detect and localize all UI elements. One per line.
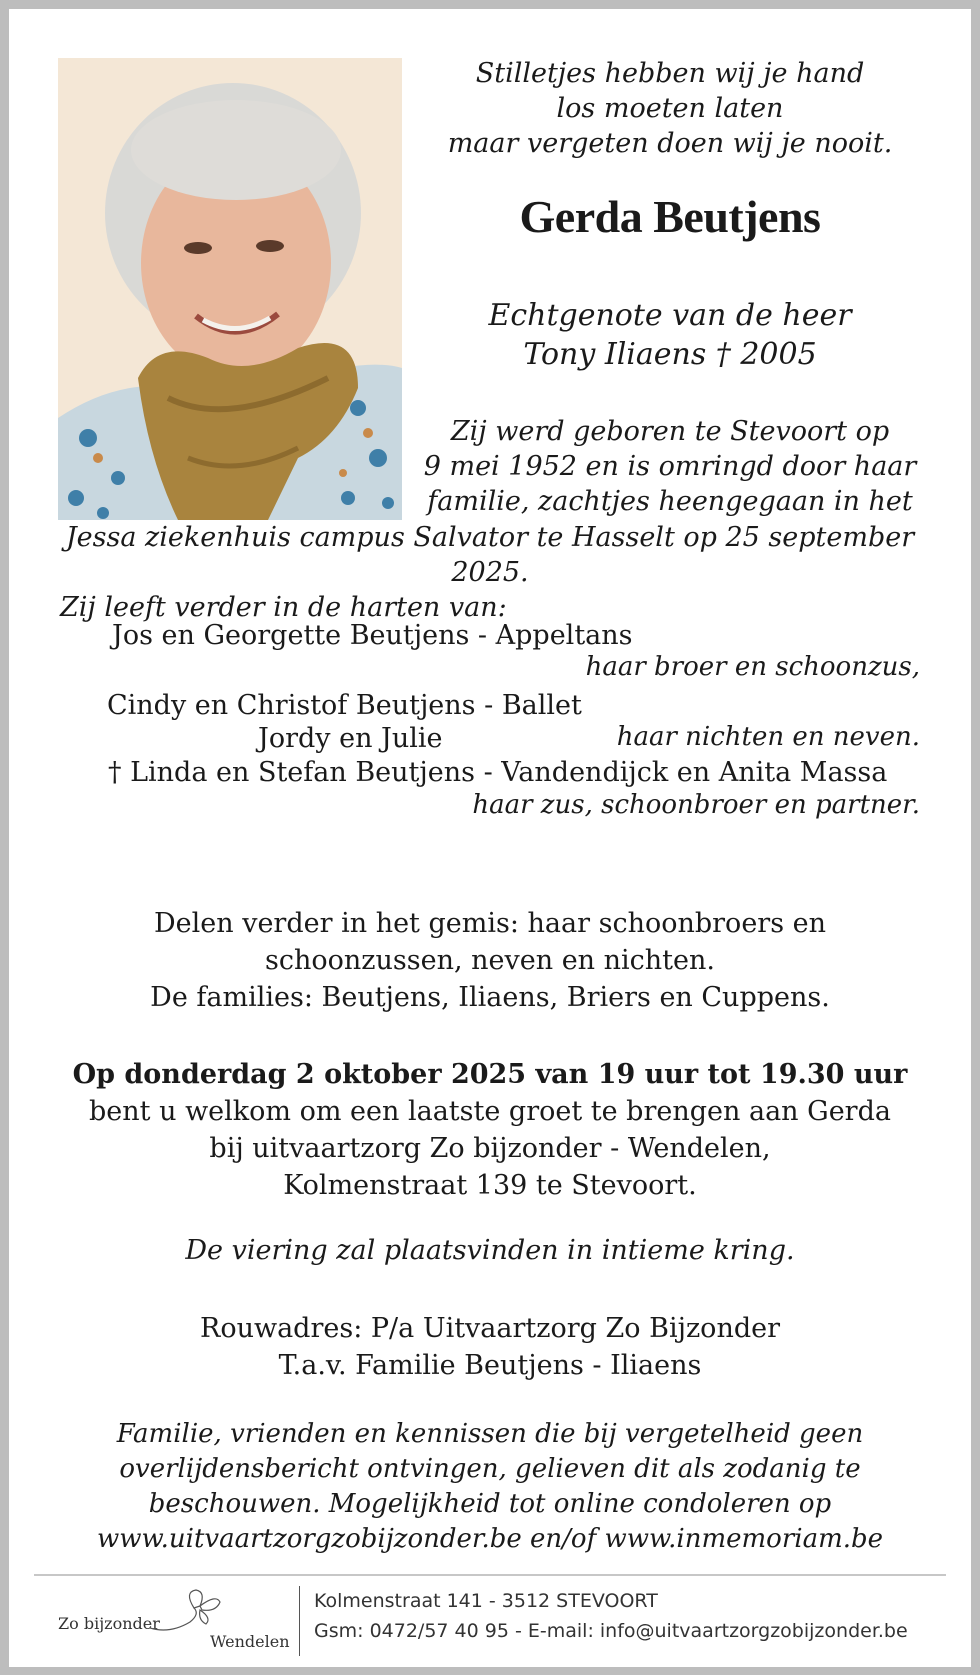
- visitation-date: Op donderdag 2 oktober 2025 van 19 uur tot 19.30 uur: [72, 1059, 908, 1090]
- address-line: T.a.v. Familie Beutjens - Iliaens: [278, 1350, 702, 1381]
- footer-address: Kolmenstraat 141 - 3512 STEVOORT: [314, 1590, 658, 1612]
- note-line: Familie, vrienden en kennissen die bij vergetelheid geen: [116, 1419, 864, 1449]
- birth-line: 9 mei 1952 en is omringd door haar: [423, 451, 917, 482]
- sharing-grief: [40, 905, 940, 1016]
- visitation-line: Kolmenstraat 139 te Stevoort.: [283, 1170, 697, 1201]
- family-member-line: † Linda en Stefan Beutjens - Vandendijck en Anita Massa: [108, 757, 888, 788]
- share-line: De families: Beutjens, Iliaens, Briers en Cuppens.: [150, 982, 830, 1013]
- family-member-line: Cindy en Christof Beutjens - Ballet: [107, 690, 582, 721]
- share-line: schoonzussen, neven en nichten.: [265, 945, 715, 976]
- poem-line: maar vergeten doen wij je nooit.: [447, 128, 893, 159]
- mourning-address: [40, 1310, 940, 1384]
- visitation-line: bij uitvaartzorg Zo bijzonder - Wendelen,: [209, 1133, 771, 1164]
- logo-text-right: Wendelen: [210, 1632, 290, 1651]
- spouse-line: Echtgenote van de heer: [488, 298, 852, 333]
- birth-line: Zij werd geboren te Stevoort op: [450, 416, 890, 447]
- visitation-info: [40, 1056, 940, 1204]
- birth-line: familie, zachtjes heengegaan in het: [427, 486, 913, 517]
- poem: [430, 56, 910, 161]
- death-place-line: Jessa ziekenhuis campus Salvator te Hasselt op 25 september 2025.: [65, 522, 915, 588]
- share-line: Delen verder in het gemis: haar schoonbroers en: [153, 908, 827, 939]
- family-member-line: Jordy en Julie: [258, 723, 443, 754]
- address-line: Rouwadres: P/a Uitvaartzorg Zo Bijzonder: [199, 1313, 780, 1344]
- logo-text-left: Zo bijzonder: [58, 1614, 160, 1633]
- footer-divider: [34, 1574, 946, 1576]
- family-member-line: Jos en Georgette Beutjens - Appeltans: [112, 620, 633, 651]
- deceased-name: Gerda Beutjens: [519, 191, 821, 242]
- condolence-links[interactable]: www.uitvaartzorgzobijzonder.be en/of www.inmemoriam.be: [96, 1524, 884, 1554]
- poem-line: los moeten laten: [556, 93, 784, 124]
- funeral-home-logo: [58, 1588, 294, 1654]
- ceremony-note: De viering zal plaatsvinden in intieme kring.: [185, 1235, 795, 1266]
- notification-note: [40, 1417, 940, 1557]
- note-line: beschouwen. Mogelijkheid tot online condoleren op: [148, 1489, 832, 1519]
- birth-death-info: [420, 414, 920, 519]
- lives-on-heading: Zij leeft verder in de harten van:: [60, 592, 507, 623]
- poem-line: Stilletjes hebben wij je hand: [475, 58, 865, 89]
- family-relation: haar broer en schoonzus,: [585, 652, 920, 682]
- spouse-line: Tony Iliaens † 2005: [523, 337, 817, 372]
- portrait-photo: [58, 58, 402, 520]
- footer-separator: [299, 1586, 300, 1656]
- spouse-info: [430, 296, 910, 374]
- footer-contact[interactable]: Gsm: 0472/57 40 95 - E-mail: info@uitvaartzorgzobijzonder.be: [314, 1620, 908, 1642]
- family-relation: haar nichten en neven.: [616, 722, 920, 752]
- visitation-line: bent u welkom om een laatste groet te brengen aan Gerda: [89, 1096, 891, 1127]
- family-relation: haar zus, schoonbroer en partner.: [472, 790, 920, 820]
- note-line: overlijdensbericht ontvingen, gelieven dit als zodanig te: [119, 1454, 861, 1484]
- butterfly-icon: [150, 1588, 230, 1638]
